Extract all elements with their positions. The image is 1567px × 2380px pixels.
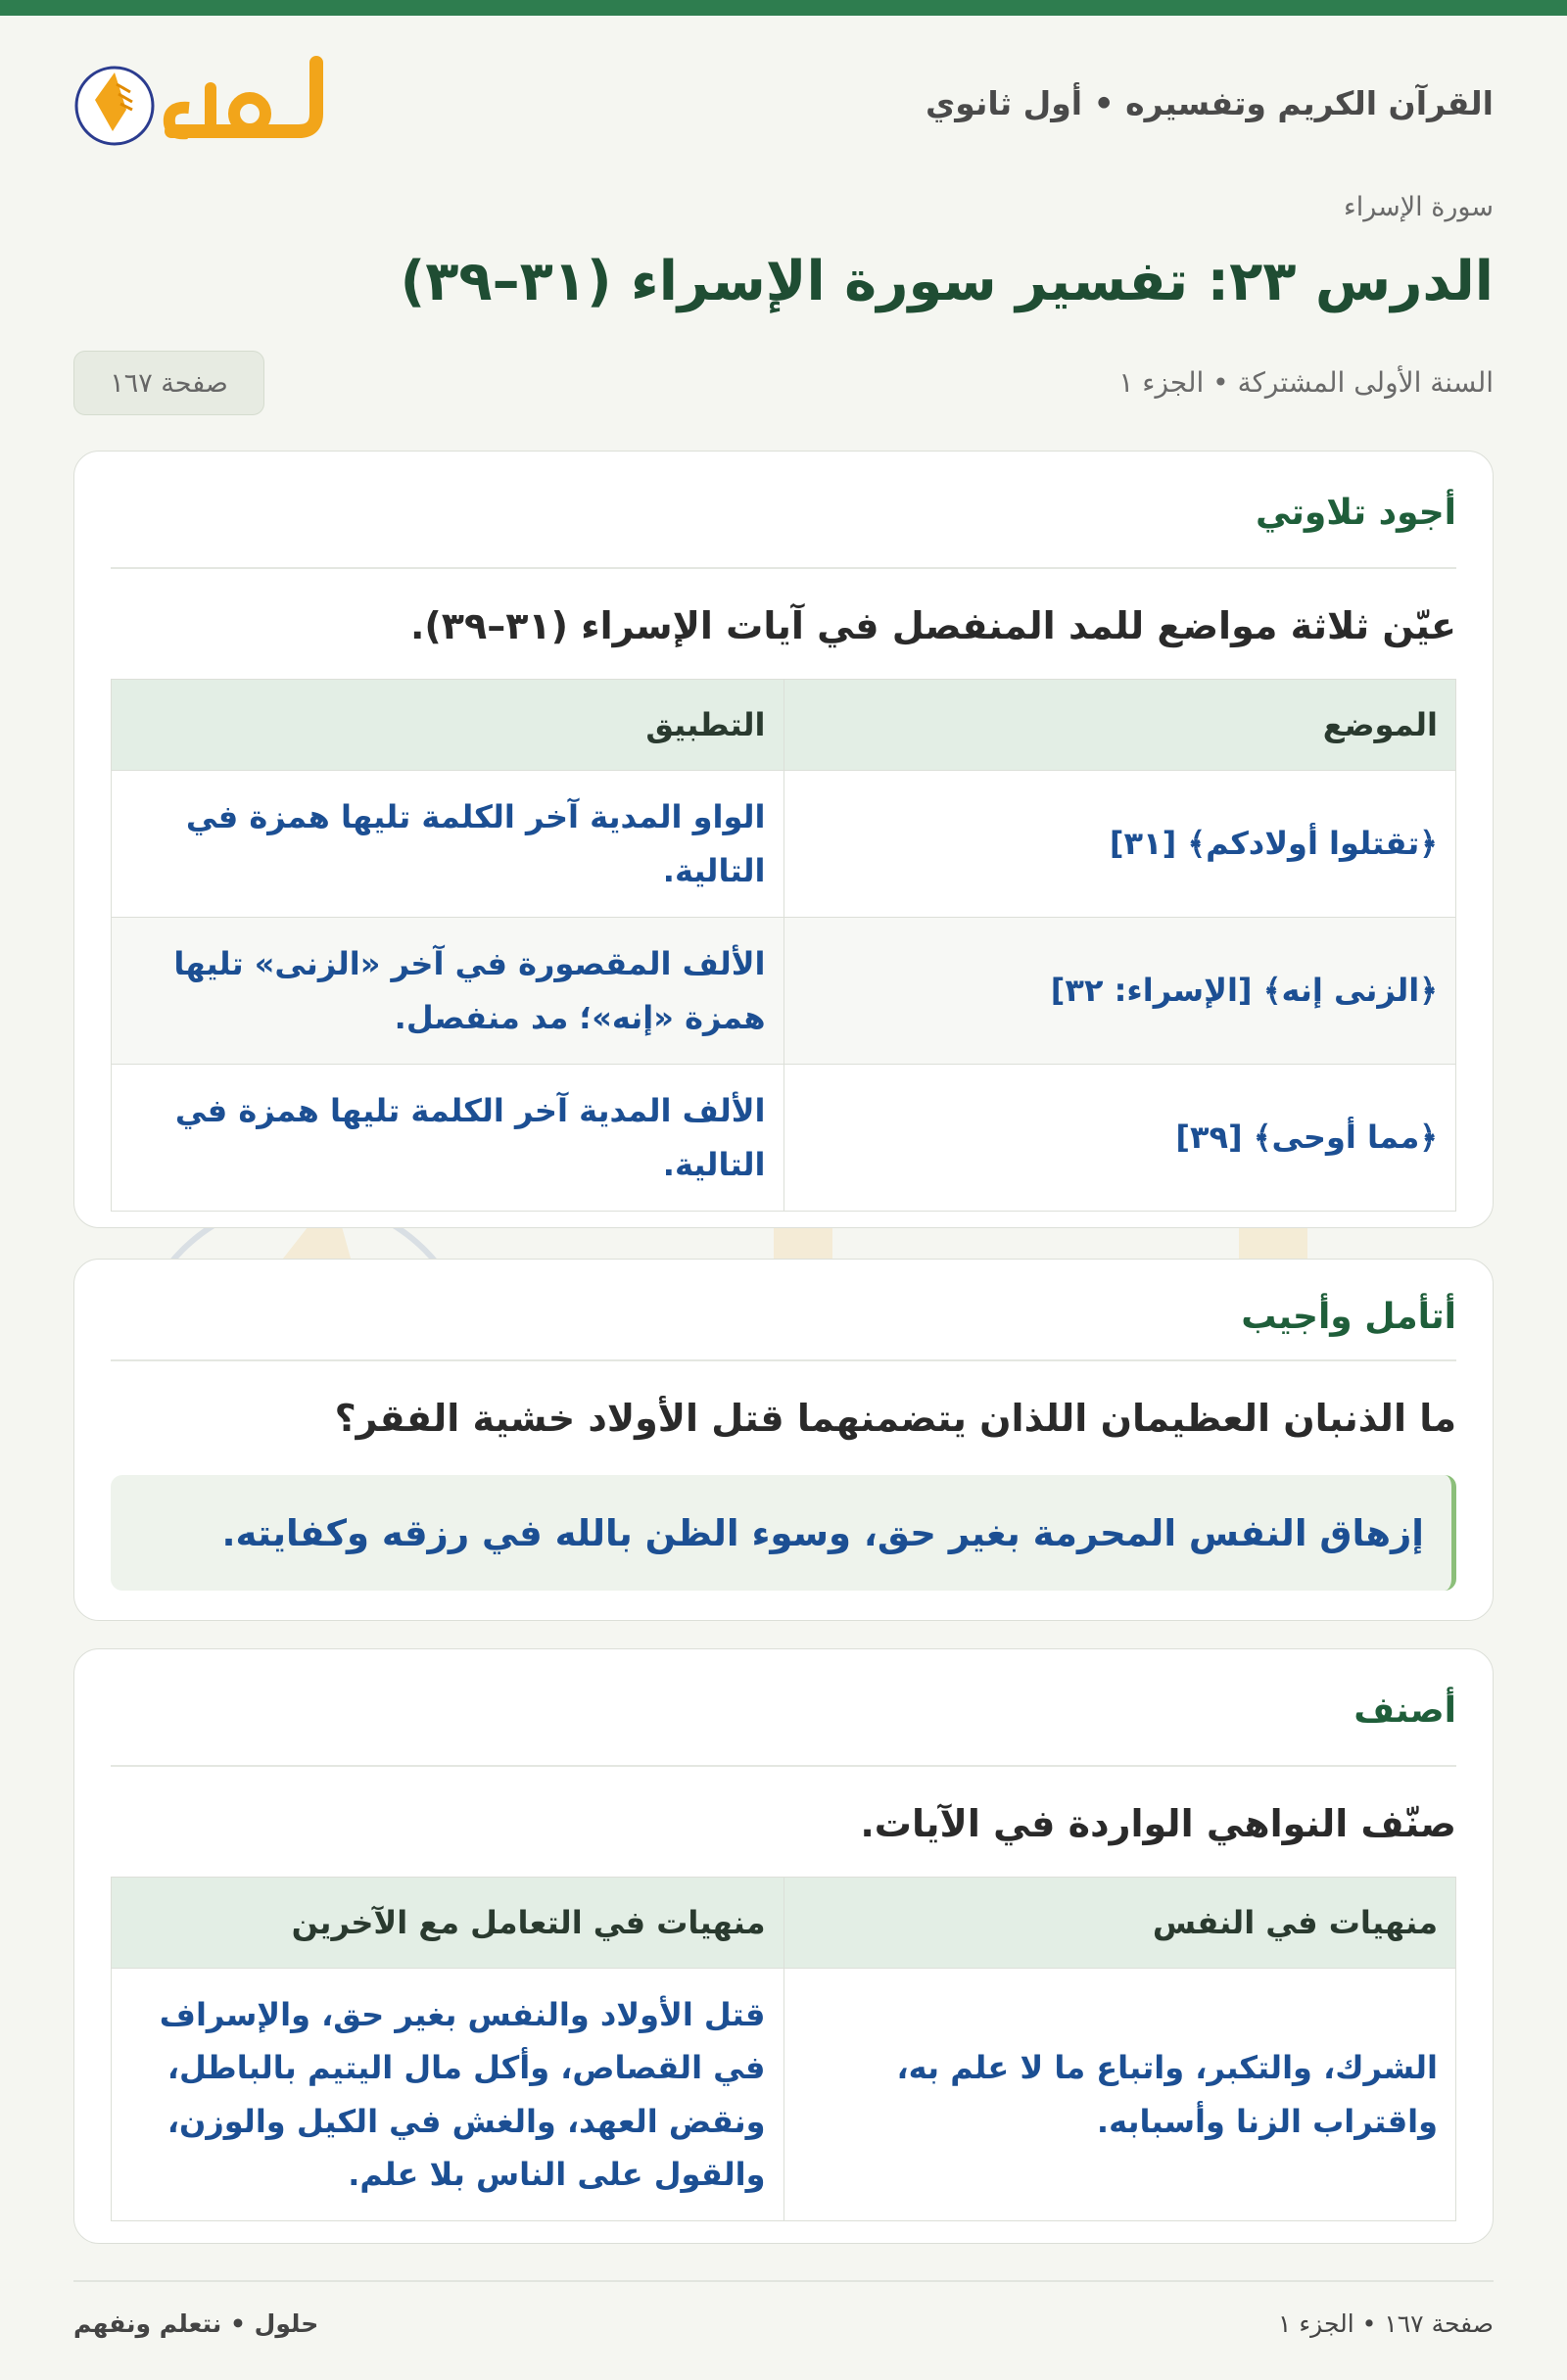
table-header-row: [112, 680, 1456, 771]
column-header: التطبيق: [112, 680, 784, 771]
hulul-logo[interactable]: [73, 49, 338, 157]
table-cell: الواو المدية آخر الكلمة تليها همزة في التالية.: [112, 771, 784, 918]
table-row: [112, 1969, 1456, 2221]
top-accent-bar: [0, 0, 1567, 16]
table-row: [112, 918, 1456, 1065]
subject-title: القرآن الكريم وتفسيره • أول ثانوي: [926, 84, 1494, 122]
table-row: [112, 771, 1456, 918]
answer-box: إزهاق النفس المحرمة بغير حق، وسوء الظن بالله في رزقه وكفايته.: [111, 1475, 1456, 1591]
table-cell: الألف المدية آخر الكلمة تليها همزة في التالية.: [112, 1065, 784, 1212]
footer-divider: [73, 2280, 1494, 2282]
table-cell: قتل الأولاد والنفس بغير حق، والإسراف في القصاص، وأكل مال اليتيم بالباطل، ونقض العهد، والغش في الكيل والوزن، والقول على الناس بلا علم.: [112, 1969, 784, 2221]
column-header: منهيات في النفس: [784, 1878, 1456, 1969]
column-header: الموضع: [784, 680, 1456, 771]
section-title: أجود تلاوتي: [111, 452, 1456, 569]
classify-table: [111, 1877, 1456, 2221]
table-cell: ﴿مما أوحى﴾ [٣٩]: [784, 1065, 1456, 1212]
question-text: عيّن ثلاثة مواضع للمد المنفصل في آيات الإسراء (٣١–٣٩).: [409, 604, 1456, 647]
footer-page-info: صفحة ١٦٧ • الجزء ١: [1278, 2309, 1494, 2338]
page-header: [73, 39, 1494, 176]
section-title: أتأمل وأجيب: [111, 1260, 1456, 1361]
surah-name: سورة الإسراء: [1344, 192, 1494, 222]
table-cell: الشرك، والتكبر، واتباع ما لا علم به، واقتراب الزنا وأسبابه.: [784, 1969, 1456, 2221]
question-text: ما الذنبان العظيمان اللذان يتضمنهما قتل الأولاد خشية الفقر؟: [334, 1397, 1456, 1440]
table-cell: ﴿تقتلوا أولادكم﴾ [٣١]: [784, 771, 1456, 918]
question-text: صنّف النواهي الواردة في الآيات.: [860, 1802, 1456, 1845]
footer-brand: حلول • نتعلم ونفهم: [73, 2309, 319, 2338]
table-cell: ﴿الزنى إنه﴾ [الإسراء: ٣٢]: [784, 918, 1456, 1065]
lesson-meta: السنة الأولى المشتركة • الجزء ١: [1118, 366, 1494, 399]
page-number-badge: صفحة ١٦٧: [73, 351, 264, 415]
card-classify: [73, 1648, 1494, 2244]
table-row: [112, 1065, 1456, 1212]
card-tajweed: [73, 451, 1494, 1228]
section-title: أصنف: [111, 1649, 1456, 1767]
lesson-title: الدرس ٢٣: تفسير سورة الإسراء (٣١–٣٩): [400, 250, 1494, 313]
column-header: منهيات في التعامل مع الآخرين: [112, 1878, 784, 1969]
table-cell: الألف المقصورة في آخر «الزنى» تليها همزة «إنه»؛ مد منفصل.: [112, 918, 784, 1065]
tajweed-table: [111, 679, 1456, 1212]
table-header-row: [112, 1878, 1456, 1969]
card-reflect-answer: [73, 1259, 1494, 1621]
